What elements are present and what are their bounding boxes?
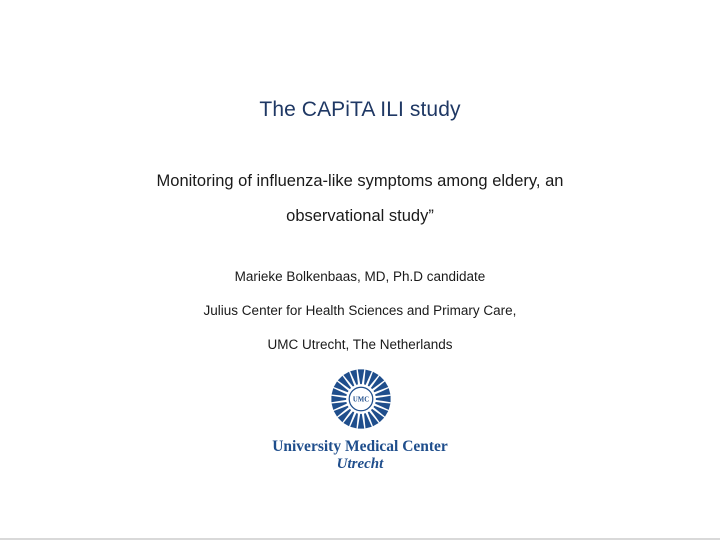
logo-name: University Medical Center [272, 438, 448, 455]
slide-title: The CAPiTA ILI study [259, 98, 461, 121]
logo-city: Utrecht [336, 456, 384, 472]
location-line: UMC Utrecht, The Netherlands [267, 337, 453, 352]
subtitle-line: observational study” [286, 207, 434, 225]
logo-ray [358, 369, 365, 384]
affiliation-line: Julius Center for Health Sciences and Primary Care, [203, 303, 517, 318]
logo-badge-text: UMC [352, 396, 370, 404]
logo-ray [331, 396, 346, 403]
logo-ray [358, 414, 365, 429]
logo-ray [376, 396, 391, 403]
author-line: Marieke Bolkenbaas, MD, Ph.D candidate [234, 269, 486, 284]
slide-subtitle [110, 164, 610, 234]
subtitle-line: Monitoring of influenza-like symptoms among eldery, an [156, 172, 564, 190]
umc-logo-icon [330, 368, 392, 430]
umc-emblem [330, 368, 392, 430]
